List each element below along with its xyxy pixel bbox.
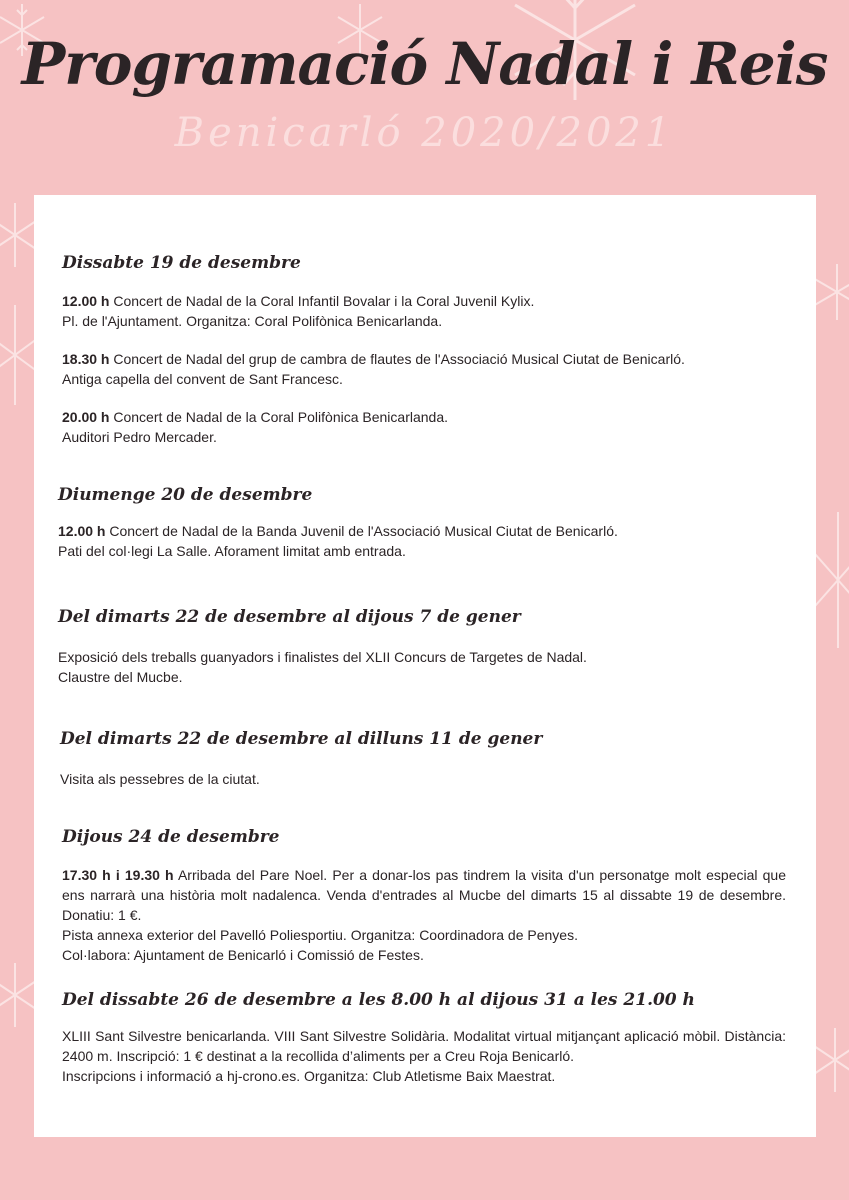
event-place: Col·labora: Ajuntament de Benicarló i Comissió de Festes. (62, 947, 424, 963)
event-time: 12.00 h (62, 293, 110, 309)
day-section (62, 827, 786, 965)
event-place: Pista annexa exterior del Pavelló Poliesportiu. Organitza: Coordinadora de Penyes. (62, 927, 578, 943)
event-text: XLIII Sant Silvestre benicarlanda. VIII Sant Silvestre Solidària. Modalitat virtual mitjançant aplicació mòbil. Distància: 2400 m. Inscripció: 1 € destinat a la recollida d’aliments per a Creu Roja Benicarló. (62, 1028, 786, 1064)
day-section (58, 485, 786, 561)
event-text: Exposició dels treballs guanyadors i finalistes del XLII Concurs de Targetes de Nadal. (58, 649, 587, 665)
event-text: Concert de Nadal de la Coral Polifònica Benicarlanda. (109, 409, 449, 425)
event-place: Pati del col·legi La Salle. Aforament limitat amb entrada. (58, 543, 406, 559)
event-entry (58, 521, 786, 561)
page-title: Programació Nadal i Reis (21, 30, 828, 98)
event-place: Antiga capella del convent de Sant Francesc. (62, 371, 343, 387)
event-text: Concert de Nadal de la Coral Infantil Bovalar i la Coral Juvenil Kylix. (109, 293, 535, 309)
event-entry (62, 1026, 786, 1086)
event-time: 18.30 h (62, 351, 110, 367)
event-entry (62, 291, 786, 331)
day-section (58, 607, 786, 687)
event-entry (62, 407, 786, 447)
snowflake-icon (812, 262, 849, 322)
day-section (62, 990, 786, 1086)
day-heading: Del dissabte 26 de desembre a les 8.00 h al dijous 31 a les 21.00 h (62, 990, 695, 1010)
day-heading: Del dimarts 22 de desembre al dijous 7 de gener (58, 607, 521, 627)
page-subtitle: Benicarló 2020/2021 (174, 110, 675, 156)
day-section (60, 729, 786, 789)
event-entry (60, 769, 786, 789)
event-entry (62, 349, 786, 389)
day-section (62, 253, 786, 447)
event-text: Arribada del Pare Noel. Per a donar-los pas tindrem la visita d'un personatge molt especial que ens narrarà una història molt nadalenca. Venda d'entrades al Mucbe del dimarts 15 al dissabte 19 de desembre. Donatiu: 1 €. (62, 867, 787, 923)
day-heading: Dijous 24 de desembre (62, 827, 280, 847)
event-entry (62, 865, 786, 965)
event-time: 20.00 h (62, 409, 110, 425)
program-card (34, 195, 816, 1137)
event-place: Inscripcions i informació a hj-crono.es. Organitza: Club Atletisme Baix Maestrat. (62, 1068, 556, 1084)
event-text: Concert de Nadal del grup de cambra de flautes de l'Associació Musical Ciutat de Benicarló. (109, 351, 685, 367)
day-heading: Diumenge 20 de desembre (58, 485, 313, 505)
event-text: Concert de Nadal de la Banda Juvenil de l'Associació Musical Ciutat de Benicarló. (105, 523, 618, 539)
event-time: 12.00 h (58, 523, 106, 539)
event-entry (58, 647, 786, 687)
event-place: Pl. de l'Ajuntament. Organitza: Coral Polifònica Benicarlanda. (62, 313, 443, 329)
event-place: Auditori Pedro Mercader. (62, 429, 217, 445)
header (0, 0, 849, 190)
day-heading: Del dimarts 22 de desembre al dilluns 11 de gener (60, 729, 543, 749)
day-heading: Dissabte 19 de desembre (62, 253, 301, 273)
event-place: Claustre del Mucbe. (58, 669, 183, 685)
event-time: 17.30 h i 19.30 h (62, 867, 174, 883)
event-text: Visita als pessebres de la ciutat. (60, 771, 260, 787)
